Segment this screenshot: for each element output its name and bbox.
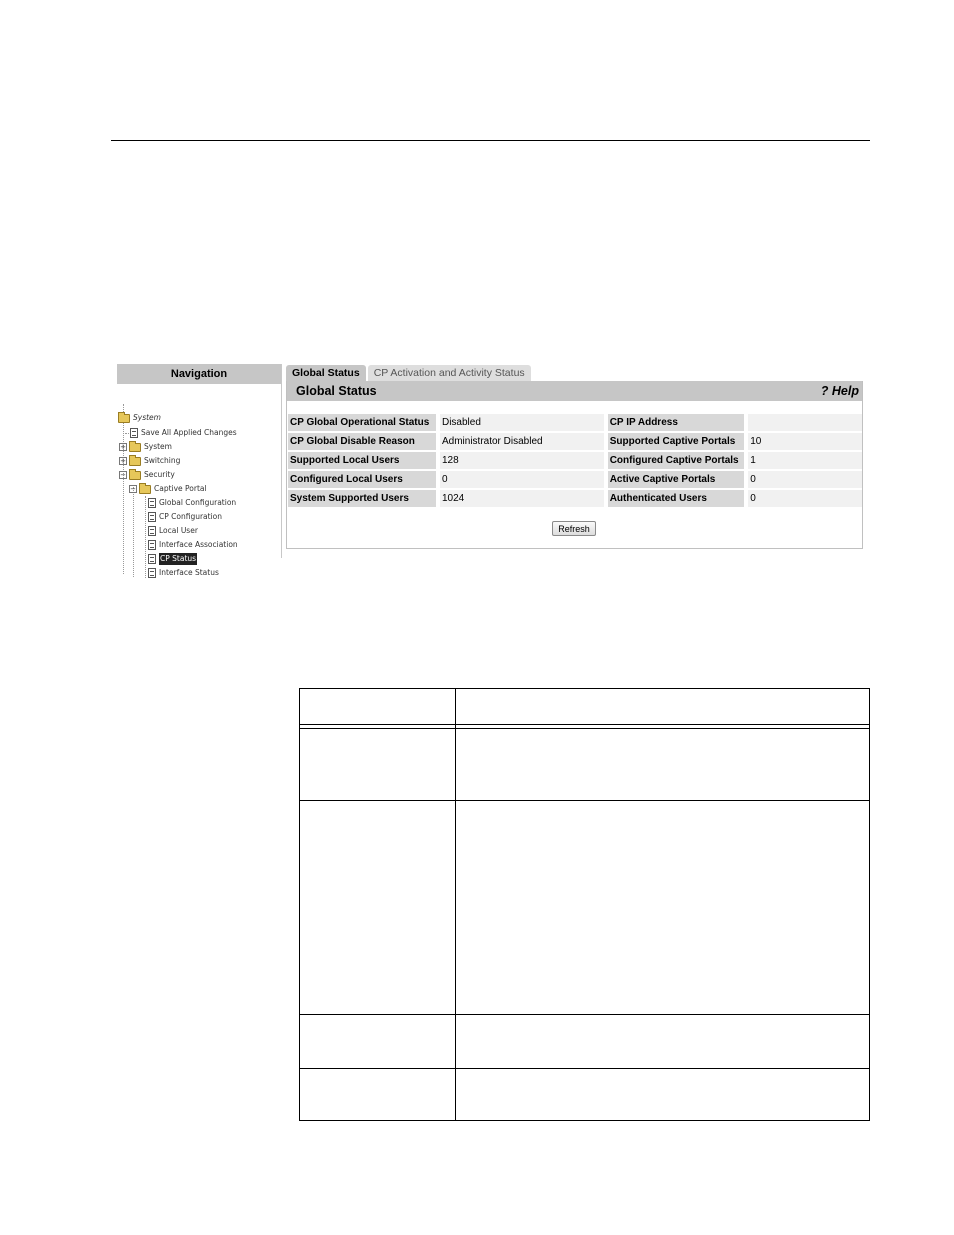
tree-item-cp-status[interactable]: [148, 553, 197, 565]
tree-item-label: Interface Status: [159, 568, 219, 577]
folder-icon: [129, 457, 141, 466]
tree-item-system[interactable]: [119, 441, 172, 453]
tree-item-label: Global Configuration: [159, 498, 237, 507]
page-icon: [130, 428, 138, 438]
collapse-icon[interactable]: −: [130, 485, 136, 493]
tab-global-status[interactable]: Global Status: [286, 365, 366, 381]
tree-item-cp-configuration[interactable]: [148, 511, 222, 523]
tab-cp-activation-and-activity-status[interactable]: CP Activation and Activity Status: [368, 365, 531, 381]
status-value: Administrator Disabled: [440, 433, 604, 450]
table-column-divider: [455, 689, 456, 1120]
status-label: Active Captive Portals: [608, 471, 745, 488]
status-value: Disabled: [440, 414, 604, 431]
table-row: [288, 452, 862, 469]
tree-guide: [145, 496, 146, 578]
status-label: System Supported Users: [288, 490, 436, 507]
collapse-icon[interactable]: −: [120, 471, 126, 479]
tab-bar: [286, 365, 533, 381]
table-row-divider: [300, 800, 869, 801]
tree-item-captive-portal[interactable]: [129, 483, 207, 495]
status-label: Configured Captive Portals: [608, 452, 745, 469]
status-value: 10: [748, 433, 862, 450]
table-row-divider: [300, 1068, 869, 1069]
ui-screenshot: [117, 364, 863, 577]
main-content: [286, 364, 863, 558]
status-label: CP Global Disable Reason: [288, 433, 436, 450]
status-label: Authenticated Users: [608, 490, 745, 507]
tree-item-label: CP Configuration: [159, 512, 223, 521]
status-label: CP Global Operational Status: [288, 414, 436, 431]
table-row: [288, 433, 862, 450]
navigation-title: Navigation: [117, 364, 281, 384]
page-icon: [148, 526, 156, 536]
status-value: [748, 414, 862, 431]
tree-item-label: Interface Association: [159, 540, 238, 549]
status-label: Supported Captive Portals: [608, 433, 745, 450]
page-icon: [148, 554, 156, 564]
table-row-divider: [300, 1014, 869, 1015]
tree-item-interface-status[interactable]: [148, 567, 219, 579]
panel-title: Global Status: [296, 384, 377, 398]
folder-icon: [129, 443, 141, 452]
tree-item-label: System: [144, 442, 172, 451]
tree-item-global-configuration[interactable]: [148, 497, 236, 509]
table-row-divider: [300, 728, 869, 729]
expand-icon[interactable]: +: [120, 443, 126, 451]
page-icon: [148, 568, 156, 578]
refresh-button[interactable]: Refresh: [552, 521, 596, 536]
navigation-pane: [117, 364, 282, 577]
tree-item-label: Save All Applied Changes: [141, 428, 237, 437]
tree-item-switching[interactable]: [119, 455, 180, 467]
tree-item-security[interactable]: [119, 469, 175, 481]
global-status-table: [288, 412, 862, 509]
expand-icon[interactable]: +: [120, 457, 126, 465]
status-value: 128: [440, 452, 604, 469]
tree-item-label: CP Status: [160, 554, 197, 563]
page-icon: [148, 512, 156, 522]
tree-item-label: Captive Portal: [154, 484, 207, 493]
table-row: [288, 490, 862, 507]
status-value: 0: [748, 490, 862, 507]
tree-item-label: Local User: [159, 526, 198, 535]
status-value: 0: [748, 471, 862, 488]
header-rule: [111, 140, 870, 141]
table-row-divider: [300, 724, 869, 725]
help-link[interactable]: ? Help: [820, 384, 859, 398]
tree-item-label: System: [133, 413, 161, 422]
status-value: 1024: [440, 490, 604, 507]
tree-guide: [133, 487, 134, 577]
status-label: Configured Local Users: [288, 471, 436, 488]
tree-item-system-root[interactable]: [118, 412, 161, 424]
tree-item-label: Security: [144, 470, 175, 479]
status-label: Supported Local Users: [288, 452, 436, 469]
status-label: CP IP Address: [608, 414, 745, 431]
status-value: 0: [440, 471, 604, 488]
tree-item-save-all-applied-changes[interactable]: [125, 427, 237, 439]
page-icon: [148, 540, 156, 550]
tree-guide: [123, 404, 124, 574]
panel-title-bar: [287, 381, 862, 401]
folder-open-icon: [129, 471, 141, 480]
description-table: [299, 688, 870, 1121]
page-icon: [148, 498, 156, 508]
folder-open-icon: [118, 414, 130, 423]
status-value: 1: [748, 452, 862, 469]
folder-open-icon: [139, 485, 151, 494]
table-row: [288, 471, 862, 488]
tree-item-interface-association[interactable]: [148, 539, 238, 551]
table-row: [288, 414, 862, 431]
tree-item-label: Switching: [144, 456, 181, 465]
tree-item-local-user[interactable]: [148, 525, 198, 537]
global-status-panel: [286, 381, 863, 549]
